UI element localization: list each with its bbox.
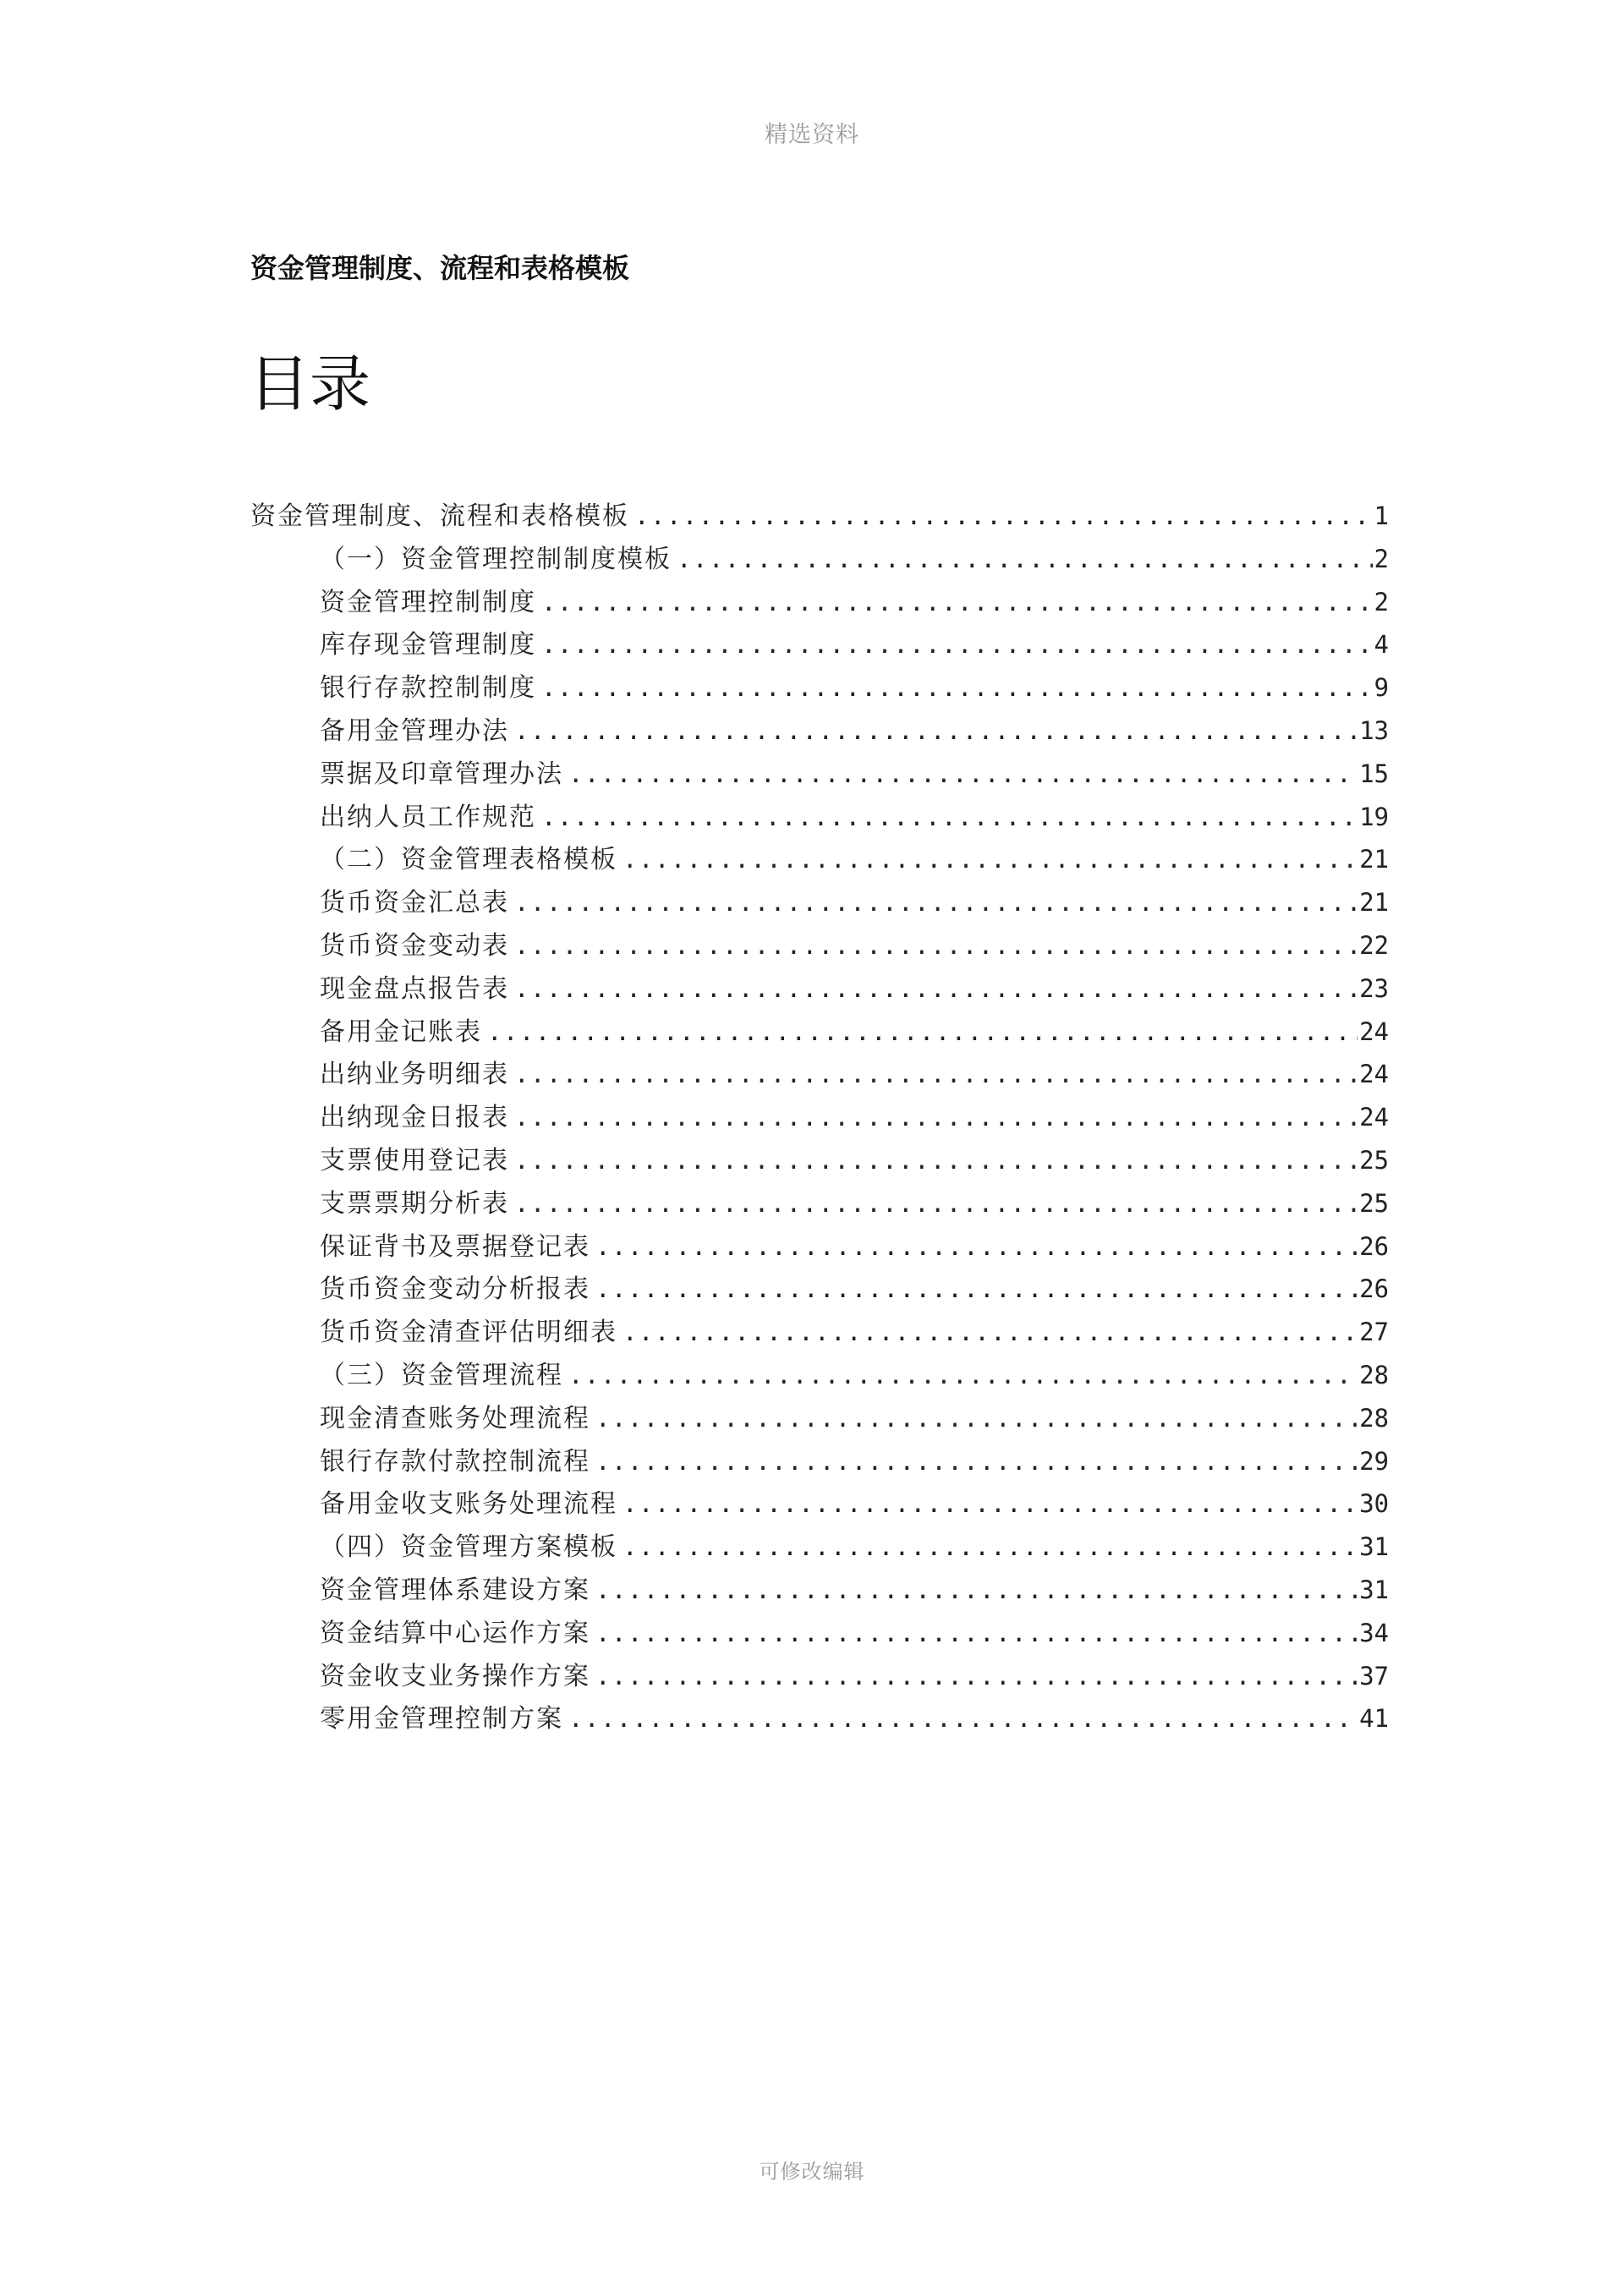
page-header: 精选资料 (765, 122, 859, 148)
toc-entry[interactable] (0, 1612, 1624, 1654)
toc-entry-page-number: 2 (1374, 544, 1389, 573)
toc-entry-page-number: 19 (1359, 802, 1389, 831)
toc-entry[interactable] (0, 495, 1624, 537)
toc-entry-row (320, 1096, 1389, 1138)
document-title: 资金管理制度、流程和表格模板 (250, 252, 630, 284)
toc-dot-leader (595, 1404, 1358, 1433)
toc-entry-page-number: 24 (1359, 1103, 1389, 1132)
toc-entry-page-number: 27 (1359, 1318, 1389, 1347)
toc-entry-label: 资金管理控制制度 (320, 587, 536, 617)
toc-entry-label: 备用金管理办法 (320, 716, 509, 746)
toc-entry-page-number: 26 (1359, 1274, 1389, 1304)
toc-entry-row (320, 838, 1389, 880)
toc-entry[interactable] (0, 1225, 1624, 1268)
toc-dot-leader (634, 501, 1373, 530)
toc-dot-leader (541, 803, 1358, 831)
toc-entry-page-number: 41 (1359, 1704, 1389, 1734)
toc-entry[interactable] (0, 1182, 1624, 1225)
toc-entry[interactable] (0, 581, 1624, 623)
toc-entry-page-number: 21 (1359, 888, 1389, 918)
toc-dot-leader (541, 673, 1373, 702)
toc-entry-page-number: 24 (1359, 1016, 1389, 1046)
toc-entry-label: 出纳业务明细表 (320, 1060, 509, 1090)
toc-entry[interactable] (0, 924, 1624, 967)
toc-dot-leader (568, 1704, 1358, 1733)
toc-entry-label: 现金盘点报告表 (320, 973, 509, 1004)
toc-entry-page-number: 31 (1359, 1532, 1389, 1562)
toc-entry-page-number: 37 (1359, 1661, 1389, 1690)
toc-entry-label: 银行存款付款控制流程 (320, 1446, 590, 1477)
toc-entry-page-number: 13 (1359, 716, 1389, 745)
toc-entry-label: 银行存款控制制度 (320, 673, 536, 704)
toc-entry-row (320, 1526, 1389, 1568)
toc-entry-row (320, 1225, 1389, 1268)
toc-entry-page-number: 26 (1359, 1231, 1389, 1261)
toc-entry[interactable] (0, 753, 1624, 795)
toc-entry-row (320, 710, 1389, 752)
toc-entry-page-number: 23 (1359, 973, 1389, 1003)
toc-dot-leader (568, 1361, 1358, 1389)
toc-heading: 目录 (249, 348, 371, 419)
toc-entry-label: 支票票期分析表 (320, 1188, 509, 1219)
toc-entry-label: （三）资金管理流程 (320, 1361, 563, 1390)
toc-dot-leader (541, 630, 1373, 659)
toc-dot-leader (595, 1662, 1358, 1690)
toc-entry[interactable] (0, 1397, 1624, 1439)
toc-entry-label: 货币资金变动表 (320, 931, 509, 961)
toc-entry-label: 资金收支业务操作方案 (320, 1661, 590, 1691)
toc-entry-row (320, 1697, 1389, 1740)
toc-entry[interactable] (0, 1096, 1624, 1138)
toc-entry-page-number: 28 (1359, 1361, 1389, 1389)
toc-entry-row (320, 1569, 1389, 1611)
toc-entry[interactable] (0, 1139, 1624, 1181)
toc-dot-leader (595, 1232, 1358, 1261)
toc-entry-row (320, 967, 1389, 1010)
toc-dot-leader (623, 1532, 1358, 1561)
toc-entry-page-number: 29 (1359, 1446, 1389, 1476)
toc-entry-page-number: 24 (1359, 1060, 1389, 1089)
toc-dot-leader (514, 1189, 1358, 1218)
toc-dot-leader (677, 545, 1373, 573)
toc-entry-page-number: 30 (1359, 1489, 1389, 1519)
toc-entry-label: （四）资金管理方案模板 (320, 1532, 617, 1563)
toc-entry-page-number: 31 (1359, 1575, 1389, 1604)
toc-entry-page-number: 15 (1359, 759, 1389, 788)
toc-entry-row (320, 1268, 1389, 1310)
toc-entry-row (320, 538, 1389, 580)
toc-entry-label: 货币资金变动分析报表 (320, 1274, 590, 1305)
toc-dot-leader (595, 1575, 1358, 1604)
toc-entry-page-number: 22 (1359, 931, 1389, 960)
toc-entry-page-number: 21 (1359, 845, 1389, 874)
toc-entry-page-number: 9 (1374, 673, 1389, 703)
toc-entry-row (320, 1139, 1389, 1181)
toc-entry-label: 库存现金管理制度 (320, 630, 536, 660)
toc-entry[interactable] (0, 796, 1624, 838)
toc-dot-leader (595, 1447, 1358, 1476)
toc-entry-label: 资金管理制度、流程和表格模板 (250, 501, 629, 531)
toc-entry-row (320, 666, 1389, 709)
toc-entry[interactable] (0, 1268, 1624, 1310)
toc-entry-page-number: 4 (1374, 630, 1389, 660)
toc-entry-page-number: 2 (1374, 587, 1389, 616)
toc-entry[interactable] (0, 1440, 1624, 1482)
toc-entry-label: 货币资金清查评估明细表 (320, 1318, 617, 1348)
toc-entry-label: 支票使用登记表 (320, 1146, 509, 1175)
toc-entry-label: 保证背书及票据登记表 (320, 1231, 590, 1262)
toc-entry[interactable] (0, 710, 1624, 752)
toc-entry[interactable] (0, 1526, 1624, 1568)
toc-entry-page-number: 34 (1359, 1618, 1389, 1647)
toc-entry[interactable] (0, 1655, 1624, 1697)
toc-dot-leader (514, 1103, 1358, 1132)
toc-dot-leader (514, 1060, 1358, 1088)
toc-entry-label: 货币资金汇总表 (320, 888, 509, 918)
toc-entry-row (320, 1612, 1389, 1654)
toc-entry-row (320, 1397, 1389, 1439)
toc-dot-leader (595, 1274, 1358, 1303)
toc-dot-leader (487, 1017, 1358, 1046)
toc-entry-row (320, 924, 1389, 967)
toc-entry-page-number: 25 (1359, 1146, 1389, 1175)
toc-entry-row (320, 753, 1389, 795)
toc-entry-label: 资金管理体系建设方案 (320, 1575, 590, 1605)
toc-entry-label: 零用金管理控制方案 (320, 1704, 563, 1734)
toc-entry[interactable] (0, 1697, 1624, 1740)
toc-entry[interactable] (0, 838, 1624, 880)
toc-entry[interactable] (0, 623, 1624, 666)
toc-entry-label: 资金结算中心运作方案 (320, 1618, 590, 1648)
toc-entry-label: （一）资金管理控制制度模板 (320, 544, 672, 574)
toc-dot-leader (514, 1146, 1358, 1175)
toc-entry-label: 备用金收支账务处理流程 (320, 1489, 617, 1520)
toc-entry-label: 现金清查账务处理流程 (320, 1403, 590, 1433)
toc-entry[interactable] (0, 967, 1624, 1010)
toc-dot-leader (623, 1489, 1358, 1518)
toc-entry[interactable] (0, 538, 1624, 580)
toc-dot-leader (623, 1318, 1358, 1346)
toc-entry-row (320, 623, 1389, 666)
toc-entry-page-number: 25 (1359, 1188, 1389, 1218)
toc-entry-row (250, 495, 1389, 537)
toc-entry-label: 票据及印章管理办法 (320, 759, 563, 789)
toc-dot-leader (541, 588, 1373, 616)
toc-entry-label: 备用金记账表 (320, 1016, 482, 1047)
toc-entry-row (320, 1053, 1389, 1095)
toc-entry-row (320, 1182, 1389, 1225)
toc-entry-row (320, 1354, 1389, 1396)
toc-entry[interactable] (0, 881, 1624, 923)
toc-entry-label: （二）资金管理表格模板 (320, 845, 617, 875)
toc-entry-row (320, 1011, 1389, 1053)
toc-entry[interactable] (0, 666, 1624, 709)
toc-entry-row (320, 881, 1389, 923)
toc-entry[interactable] (0, 1311, 1624, 1353)
toc-entry[interactable] (0, 1482, 1624, 1525)
page-footer: 可修改编辑 (759, 2160, 865, 2184)
toc-entry-page-number: 1 (1374, 501, 1389, 530)
toc-entry[interactable] (0, 1569, 1624, 1611)
toc-entry-row (320, 1311, 1389, 1353)
toc-entry-row (320, 581, 1389, 623)
toc-dot-leader (514, 716, 1358, 745)
toc-dot-leader (623, 845, 1358, 874)
toc-entry[interactable] (0, 1011, 1624, 1053)
toc-dot-leader (514, 931, 1358, 960)
toc-dot-leader (568, 759, 1358, 788)
toc-entry[interactable] (0, 1053, 1624, 1095)
toc-dot-leader (514, 974, 1358, 1003)
toc-entry-row (320, 796, 1389, 838)
toc-dot-leader (514, 888, 1358, 917)
toc-dot-leader (595, 1619, 1358, 1647)
toc-entry-row (320, 1655, 1389, 1697)
toc-entry-row (320, 1482, 1389, 1525)
toc-entry-page-number: 28 (1359, 1403, 1389, 1433)
toc-entry[interactable] (0, 1354, 1624, 1396)
toc-entry-label: 出纳人员工作规范 (320, 802, 536, 832)
toc-entry-label: 出纳现金日报表 (320, 1103, 509, 1133)
toc-entry-row (320, 1440, 1389, 1482)
